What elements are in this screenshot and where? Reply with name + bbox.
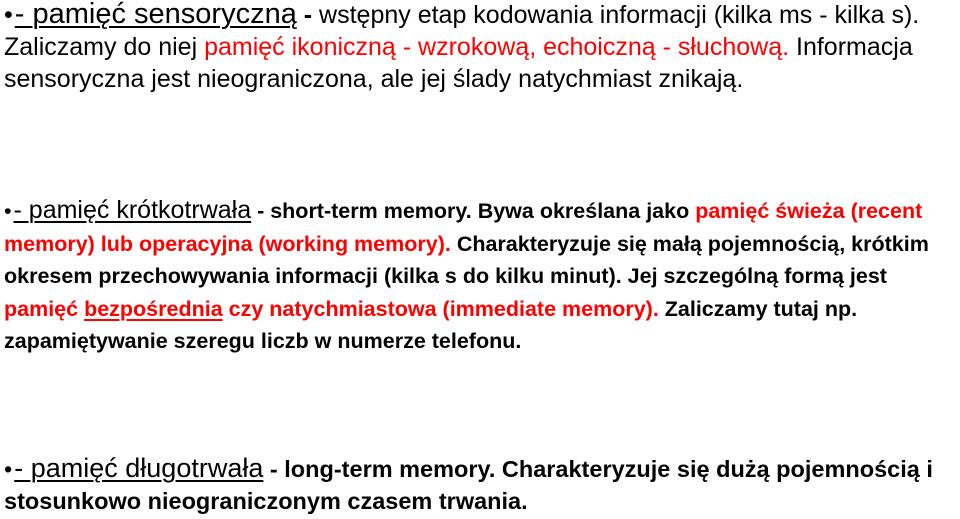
text-segment: Charakteryzuje się małą pojemnością, krótkim okresem przechowywania informacji (kilka s do kilku minut). Jej szczególną formą jest bbox=[4, 231, 929, 288]
text-segment: Informacja sensoryczna jest nieograniczona, ale jej ślady natychmiast znikają. bbox=[4, 33, 913, 93]
paragraph-long-term-memory bbox=[4, 452, 954, 517]
text-segment: Zaliczamy tutaj np. zapamiętywanie szeregu liczb w numerze telefonu. bbox=[4, 296, 858, 353]
heading-short-term-memory: - pamięć krótkotrwała bbox=[13, 196, 252, 224]
text-segment: long-term memory. Charakteryzuje się dużą pojemnością i stosunkowo nieograniczonym czasem trwania. bbox=[4, 456, 933, 514]
highlight-text: pamięć bbox=[4, 296, 85, 321]
highlight-text: pamięć świeża (recent memory) lub operacyjna (working memory). bbox=[4, 199, 923, 256]
bullet-icon: • bbox=[4, 199, 12, 223]
bullet-icon: • bbox=[4, 1, 13, 29]
dash-separator: - bbox=[296, 1, 320, 29]
text-segment: wstępny etap kodowania informacji (kilka ms - kilka s). Zaliczamy do niej bbox=[4, 1, 920, 61]
heading-sensory-memory: - pamięć sensoryczną bbox=[14, 0, 297, 30]
bullet-icon: • bbox=[4, 456, 13, 482]
text-segment: short-term memory. Bywa określana jako bbox=[270, 199, 696, 223]
paragraph-sensory-memory bbox=[4, 0, 954, 95]
highlight-text: pamięć ikoniczną - wzrokową, echoiczną - słuchową. bbox=[204, 33, 790, 61]
paragraph-short-term-memory bbox=[4, 194, 954, 358]
highlight-text: czy natychmiastowa (immediate memory). bbox=[222, 296, 659, 321]
dash-separator: - bbox=[251, 199, 271, 223]
heading-long-term-memory: - pamięć długotrwała bbox=[14, 453, 264, 483]
dash-separator: - bbox=[263, 456, 285, 482]
highlight-underlined-text: bezpośrednia bbox=[84, 296, 223, 321]
